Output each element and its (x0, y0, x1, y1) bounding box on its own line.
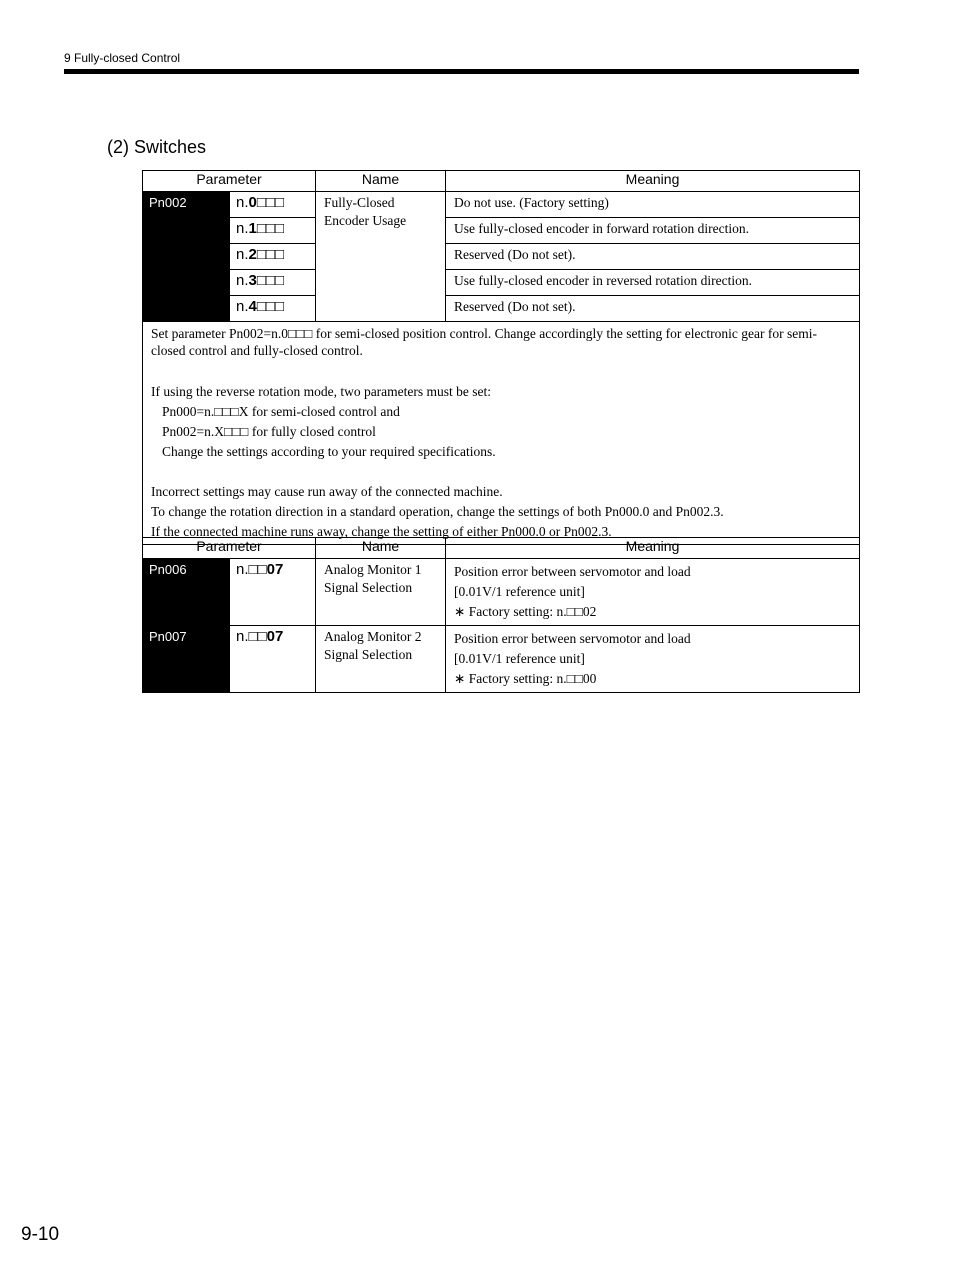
setting-meaning: Use fully-closed encoder in forward rotation direction. (446, 218, 860, 244)
parameter-name: Analog Monitor 2 Signal Selection (316, 626, 446, 693)
table-row (143, 218, 860, 244)
setting-value: n.2□□□ (230, 244, 316, 270)
header-name: Name (316, 171, 446, 192)
setting-value: n.3□□□ (230, 270, 316, 296)
header-rule (64, 69, 859, 74)
setting-meaning: Position error between servomotor and load [0.01V/1 reference unit] ∗ Factory setting: n.□□02 (446, 559, 860, 626)
parameter-number: Pn002 (143, 192, 230, 322)
header-parameter: Parameter (143, 171, 316, 192)
table-row (143, 192, 860, 218)
setting-meaning: Position error between servomotor and load [0.01V/1 reference unit] ∗ Factory setting: n.□□00 (446, 626, 860, 693)
table-header-row (143, 538, 860, 559)
table-header-row (143, 171, 860, 192)
notes-block (143, 322, 860, 545)
header-meaning: Meaning (446, 171, 860, 192)
setting-value: n.0□□□ (230, 192, 316, 218)
parameter-name: Analog Monitor 1 Signal Selection (316, 559, 446, 626)
parameter-number: Pn007 (143, 626, 230, 693)
setting-meaning: Reserved (Do not set). (446, 244, 860, 270)
setting-meaning: Use fully-closed encoder in reversed rotation direction. (446, 270, 860, 296)
note-line: If using the reverse rotation mode, two parameters must be set: (151, 384, 492, 399)
note-line: Change the settings according to your required specifications. (162, 444, 496, 459)
parameter-number: Pn006 (143, 559, 230, 626)
table-row (143, 559, 860, 626)
section-title: (2) Switches (107, 137, 207, 157)
table-row (143, 270, 860, 296)
setting-meaning: Reserved (Do not set). (446, 296, 860, 322)
setting-value: n.□□07 (230, 626, 316, 693)
chapter-header: 9 Fully-closed Control (64, 51, 181, 65)
switch-table-pn002 (142, 170, 860, 545)
note-line: Set parameter Pn002=n.0□□□ for semi-closed position control. Change accordingly the setting for electronic gear for semi-closed control and fully-closed control. (151, 326, 818, 358)
header-meaning: Meaning (446, 538, 860, 559)
note-line: Pn002=n.X□□□ for fully closed control (162, 424, 376, 439)
setting-value: n.4□□□ (230, 296, 316, 322)
switch-table-analog-monitor (142, 537, 860, 693)
header-name: Name (316, 538, 446, 559)
note-line: Incorrect settings may cause run away of the connected machine. (151, 484, 503, 499)
note-line: To change the rotation direction in a standard operation, change the settings of both Pn000.0 and Pn002.3. (151, 504, 724, 519)
parameter-name: Fully-Closed Encoder Usage (316, 192, 446, 322)
setting-value: n.1□□□ (230, 218, 316, 244)
table-row (143, 296, 860, 322)
header-parameter: Parameter (143, 538, 316, 559)
setting-value: n.□□07 (230, 559, 316, 626)
page-number: 9-10 (21, 1224, 60, 1245)
setting-meaning: Do not use. (Factory setting) (446, 192, 860, 218)
note-line: If the connected machine runs away, change the setting of either Pn000.0 or Pn002.3. (151, 524, 612, 539)
notes-row (143, 322, 860, 545)
table-row (143, 244, 860, 270)
note-line: Pn000=n.□□□X for semi-closed control and (162, 404, 400, 419)
table-row (143, 626, 860, 693)
